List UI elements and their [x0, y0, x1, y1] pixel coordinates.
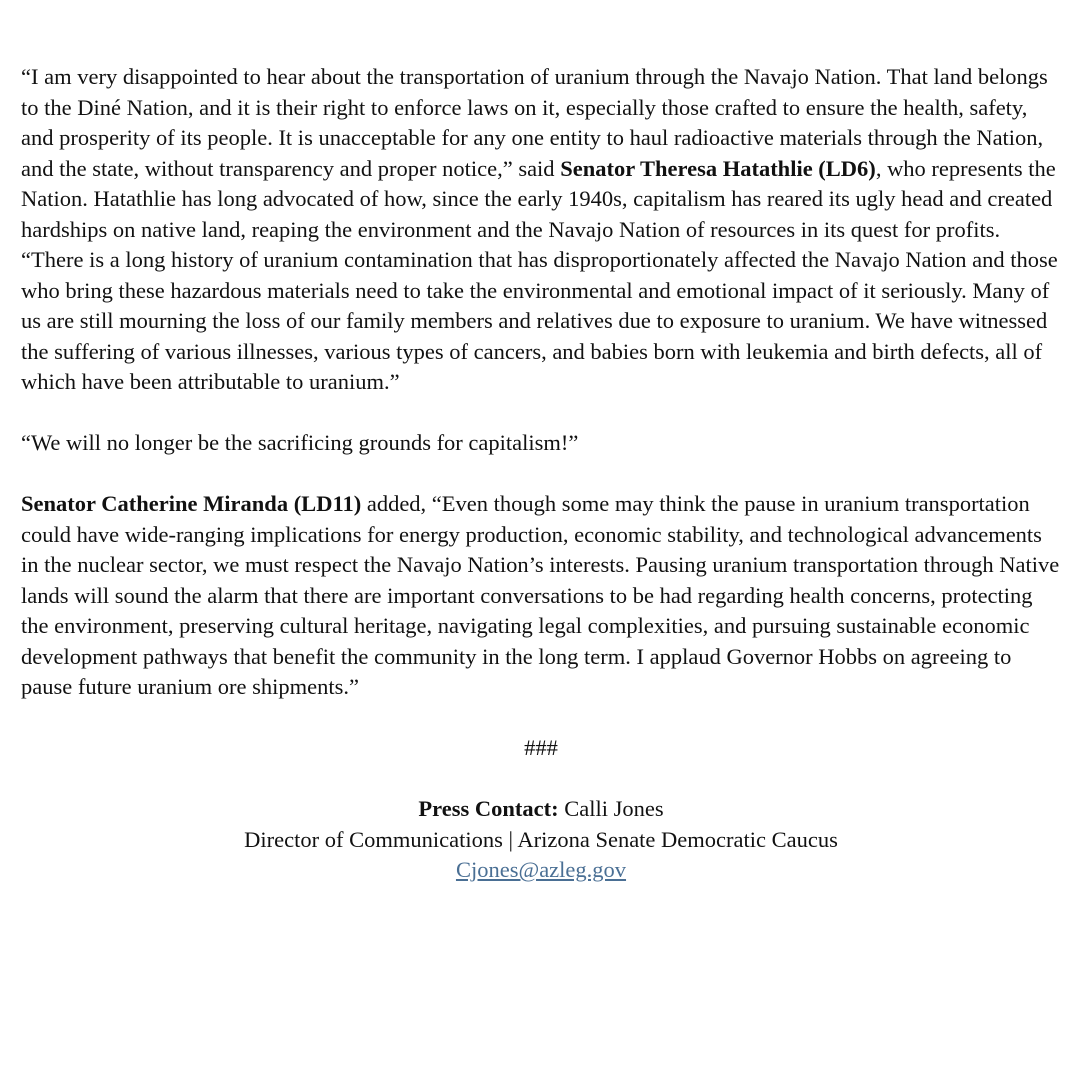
- press-contact-email-link[interactable]: Cjones@azleg.gov: [455, 857, 627, 882]
- paragraph-spacer: [21, 764, 1061, 795]
- press-contact-line: [21, 794, 1061, 825]
- hatathlie-quote-paragraph: [21, 62, 1061, 398]
- hatathlie-quote-text-2: , who represents the Nation. Hatathlie has long advocated of how, since the early 1940s, capitalism has reared its ugly head and created hardships on native land, reaping the environment and the Navajo Nation of resources in its quest for profits. “There is a long history of uranium contamination that has disproportionately affected the Navajo Nation and those who bring these hazardous materials need to take the environmental and emotional impact of it seriously. Many of us are still mourning the loss of our family members and relatives due to exposure to uranium. We have witnessed the suffering of various illnesses, various types of cancers, and babies born with leukemia and birth defects, all of which have been attributable to uranium.”: [21, 155, 1058, 394]
- paragraph-spacer: [21, 703, 1061, 734]
- hatathlie-quote-text-1: “I am very disappointed to hear about the transportation of uranium through the Navajo Nation. That land belongs to the Diné Nation, and it is their right to enforce laws on it, especially those crafted to ensure the health, safety, and prosperity of its people. It is unacceptable for any one entity to haul radioactive materials through the Nation, and the state, without transparency and proper notice,” said: [21, 64, 1048, 181]
- miranda-quote-paragraph: [21, 489, 1061, 703]
- senator-miranda-name: Senator Catherine Miranda (LD11): [21, 491, 362, 516]
- press-contact-label: Press Contact:: [418, 796, 559, 821]
- paragraph-spacer: [21, 459, 1061, 490]
- end-marker: ###: [524, 735, 558, 760]
- senator-hatathlie-name: Senator Theresa Hatathlie (LD6): [560, 155, 876, 181]
- press-contact-title: Director of Communications | Arizona Senate Democratic Caucus: [244, 826, 838, 852]
- paragraph-spacer: [21, 398, 1061, 429]
- press-contact-block: [21, 794, 1061, 886]
- press-release-body: [21, 62, 1061, 886]
- press-contact-name: Calli Jones: [558, 796, 664, 821]
- miranda-quote-text: added, “Even though some may think the pause in uranium transportation could have wide-ranging implications for energy production, economic stability, and technological advancements in the nuclear sector, we must respect the Navajo Nation’s interests. Pausing uranium transportation through Native lands will sound the alarm that there are important conversations to be had regarding health concerns, protecting the environment, preserving cultural heritage, navigating legal complexities, and pursuing sustainable economic development pathways that benefit the community in the long term. I applaud Governor Hobbs on agreeing to pause future uranium ore shipments.”: [21, 491, 1060, 699]
- capitalism-quote-paragraph: “We will no longer be the sacrificing grounds for capitalism!”: [21, 430, 579, 455]
